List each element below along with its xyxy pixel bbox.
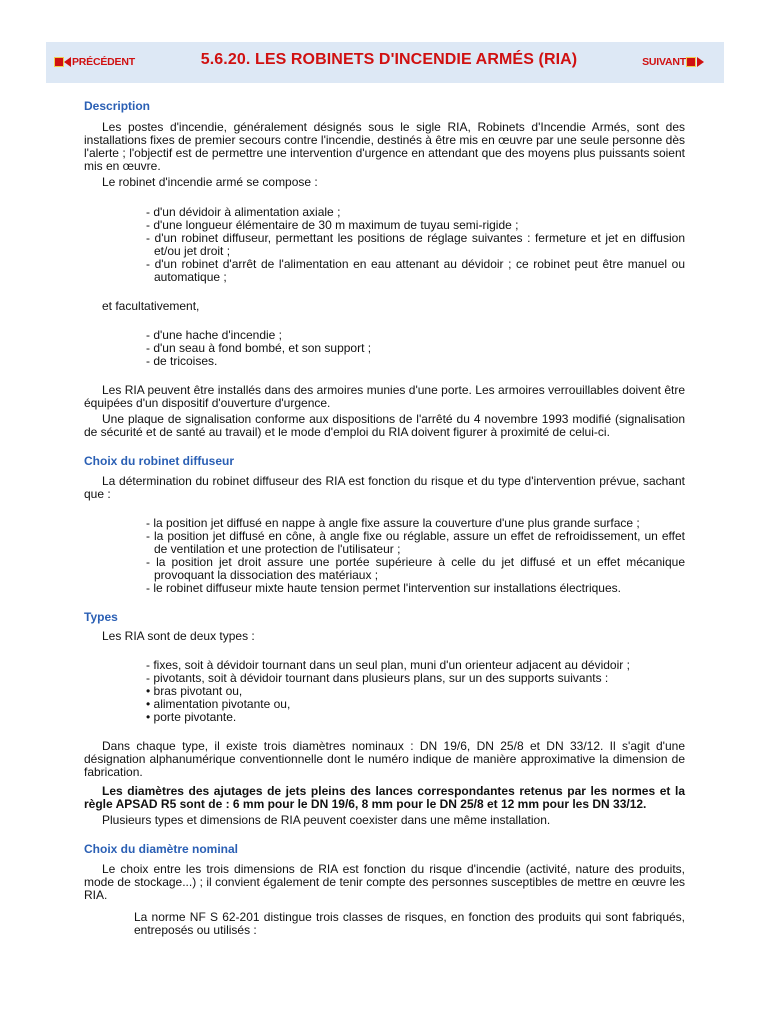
paragraph: Le robinet d'incendie armé se compose :	[102, 175, 318, 189]
section-heading-description: Description	[84, 99, 151, 113]
document-body	[84, 100, 685, 937]
section-heading-types: Types	[84, 610, 118, 624]
list-item: - de tricoises.	[146, 354, 218, 368]
list-item: - le robinet diffuseur mixte haute tension permet l'intervention sur installations électriques.	[146, 581, 621, 595]
next-button[interactable]	[642, 55, 704, 69]
list-item: • bras pivotant ou,	[146, 684, 243, 698]
diffuser-list	[84, 517, 685, 595]
previous-label: PRÉCÉDENT	[72, 56, 135, 68]
section-heading-choix-diffuseur: Choix du robinet diffuseur	[84, 454, 234, 468]
arrow-right-icon	[697, 57, 704, 67]
paragraph: Plusieurs types et dimensions de RIA peuvent coexister dans une même installation.	[102, 813, 551, 827]
types-list	[84, 659, 685, 685]
paragraph: Une plaque de signalisation conforme aux dispositions de l'arrêté du 4 novembre 1993 modifié (signalisation de sécurité et de santé au travail) et le mode d'emploi du RIA doivent figurer à proximité de celui-ci.	[84, 412, 685, 439]
component-list	[84, 206, 685, 284]
paragraph: et facultativement,	[102, 299, 200, 313]
paragraph: Dans chaque type, il existe trois diamètres nominaux : DN 19/6, DN 25/8 et DN 33/12. Il s'agit d'une désignation alphanumérique conventionnelle dont le numéro indique de manière approximative la dimension de fabrication.	[84, 739, 685, 779]
paragraph-bold: Les diamètres des ajutages de jets pleins des lances correspondantes retenus par les normes et la règle APSAD R5 sont de : 6 mm pour le DN 19/6, 8 mm pour le DN 25/8 et 12 mm pour les DN 33/12.	[84, 784, 685, 811]
arrow-left-icon	[64, 57, 71, 67]
nav-box-icon	[54, 57, 64, 67]
list-item: - la position jet diffusé en nappe à angle fixe assure la couverture d'une plus grande surface ;	[146, 516, 640, 530]
paragraph-indented: La norme NF S 62-201 distingue trois classes de risques, en fonction des produits qui sont fabriqués, entreposés ou utilisés :	[134, 910, 685, 937]
list-item: - d'un seau à fond bombé, et son support ;	[146, 341, 372, 355]
list-item: - d'une longueur élémentaire de 30 m maximum de tuyau semi-rigide ;	[146, 218, 519, 232]
list-item: - d'une hache d'incendie ;	[146, 328, 283, 342]
list-item: - la position jet droit assure une portée supérieure à celle du jet diffusé et un effet mécanique provoquant la dissociation des matériaux ;	[146, 555, 685, 582]
previous-button[interactable]	[54, 55, 135, 69]
header-bar	[46, 42, 724, 83]
next-label: SUIVANT	[642, 56, 686, 68]
paragraph: La détermination du robinet diffuseur des RIA est fonction du risque et du type d'intervention prévue, sachant que :	[84, 474, 685, 501]
paragraph: Les postes d'incendie, généralement désignés sous le sigle RIA, Robinets d'Incendie Armés, sont des installations fixes de premier secours contre l'incendie, destinés à être mis en œuvre par une seule personne dès l'alerte ; l'objectif est de permettre une intervention d'urgence en attendant que des moyens plus puissants soient mis en œuvre.	[84, 120, 685, 173]
list-item: • alimentation pivotante ou,	[146, 697, 291, 711]
list-item: - d'un robinet diffuseur, permettant les positions de réglage suivantes : fermeture et jet en diffusion et/ou jet droit ;	[146, 231, 685, 258]
list-item: - fixes, soit à dévidoir tournant dans un seul plan, muni d'un orienteur adjacent au dévidoir ;	[146, 658, 630, 672]
list-item: - la position jet diffusé en cône, à angle fixe ou réglable, assure un effet de refroidissement, un effet de ventilation et une protection de l'utilisateur ;	[146, 529, 685, 556]
page-title: 5.6.20. LES ROBINETS D'INCENDIE ARMÉS (RIA)	[200, 51, 578, 68]
nav-box-icon	[686, 57, 696, 67]
paragraph: Les RIA peuvent être installés dans des armoires munies d'une porte. Les armoires verrouillables doivent être équipées d'un dispositif d'ouverture d'urgence.	[84, 383, 685, 410]
list-item: - pivotants, soit à dévidoir tournant dans plusieurs plans, sur un des supports suivants :	[146, 671, 609, 685]
support-list	[84, 685, 685, 724]
list-item: - d'un robinet d'arrêt de l'alimentation en eau attenant au dévidoir ; ce robinet peut être manuel ou automatique ;	[146, 257, 685, 284]
paragraph: Les RIA sont de deux types :	[102, 629, 255, 643]
list-item: • porte pivotante.	[146, 710, 237, 724]
optional-list	[84, 329, 685, 368]
paragraph: Le choix entre les trois dimensions de RIA est fonction du risque d'incendie (activité, nature des produits, mode de stockage...) ; il convient également de tenir compte des personnes susceptibles de mettre en œuvre les RIA.	[84, 862, 685, 902]
list-item: - d'un dévidoir à alimentation axiale ;	[146, 205, 341, 219]
section-heading-choix-diametre: Choix du diamètre nominal	[84, 842, 239, 856]
